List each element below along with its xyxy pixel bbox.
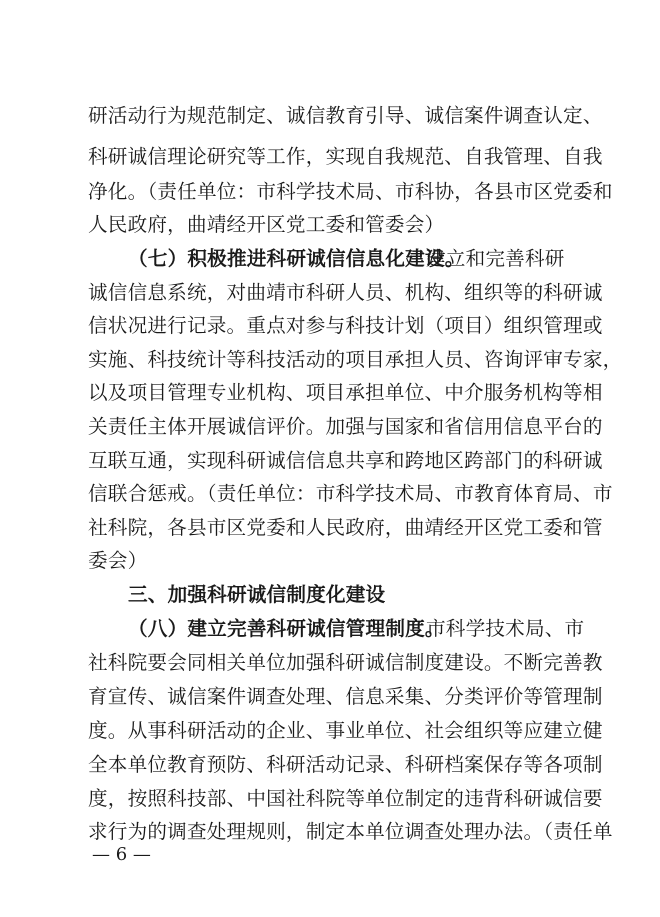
- body-line: 全本单位教育预防、科研活动记录、科研档案保存等各项制: [88, 753, 603, 776]
- body-line: 以及项目管理专业机构、项目承担单位、中介服务机构等相: [88, 381, 603, 404]
- body-line: 科研诚信理论研究等工作，实现自我规范、自我管理、自我: [88, 145, 603, 168]
- section-heading-7: （七）积极推进科研诚信信息化建设。: [128, 247, 465, 270]
- body-line: 市科学技术局、市: [426, 617, 585, 640]
- body-line: 度。从事科研活动的企业、事业单位、社会组织等应建立健: [88, 719, 603, 742]
- body-line: 实施、科技统计等科技活动的项目承担人员、咨询评审专家，: [88, 348, 623, 371]
- body-line: 委会）: [88, 549, 148, 572]
- body-line: 互联互通，实现科研诚信信息共享和跨地区跨部门的科研诚: [88, 449, 603, 472]
- chapter-heading-3: 三、加强科研诚信制度化建设: [128, 583, 386, 606]
- body-line: 求行为的调查处理规则，制定本单位调查处理办法。（责任单: [88, 820, 613, 843]
- body-line: 社科院，各县市区党委和人民政府，曲靖经开区党工委和管: [88, 516, 603, 539]
- body-line: 信联合惩戒。（责任单位：市科学技术局、市教育体育局、市: [88, 482, 613, 505]
- body-line: 社科院要会同相关单位加强科研诚信制度建设。不断完善教: [88, 651, 603, 674]
- body-line: 信状况进行记录。重点对参与科技计划（项目）组织管理或: [88, 314, 603, 337]
- body-line: 关责任主体开展诚信评价。加强与国家和省信用信息平台的: [88, 415, 603, 438]
- body-line: 人民政府，曲靖经开区党工委和管委会）: [88, 213, 445, 236]
- body-line: 度，按照科技部、中国社科院等单位制定的违背科研诚信要: [88, 787, 603, 810]
- section-heading-8: （八）建立完善科研诚信管理制度。: [128, 617, 445, 640]
- body-line: 净化。（责任单位：市科学技术局、市科协，各县市区党委和: [88, 180, 613, 203]
- body-line: 研活动行为规范制定、诚信教育引导、诚信案件调查认定、: [88, 104, 603, 127]
- body-line: 育宣传、诚信案件调查处理、信息采集、分类评价等管理制: [88, 685, 603, 708]
- body-line: 建立和完善科研: [426, 247, 565, 270]
- body-line: 诚信信息系统，对曲靖市科研人员、机构、组织等的科研诚: [88, 281, 603, 304]
- page-number: — 6 —: [92, 844, 151, 865]
